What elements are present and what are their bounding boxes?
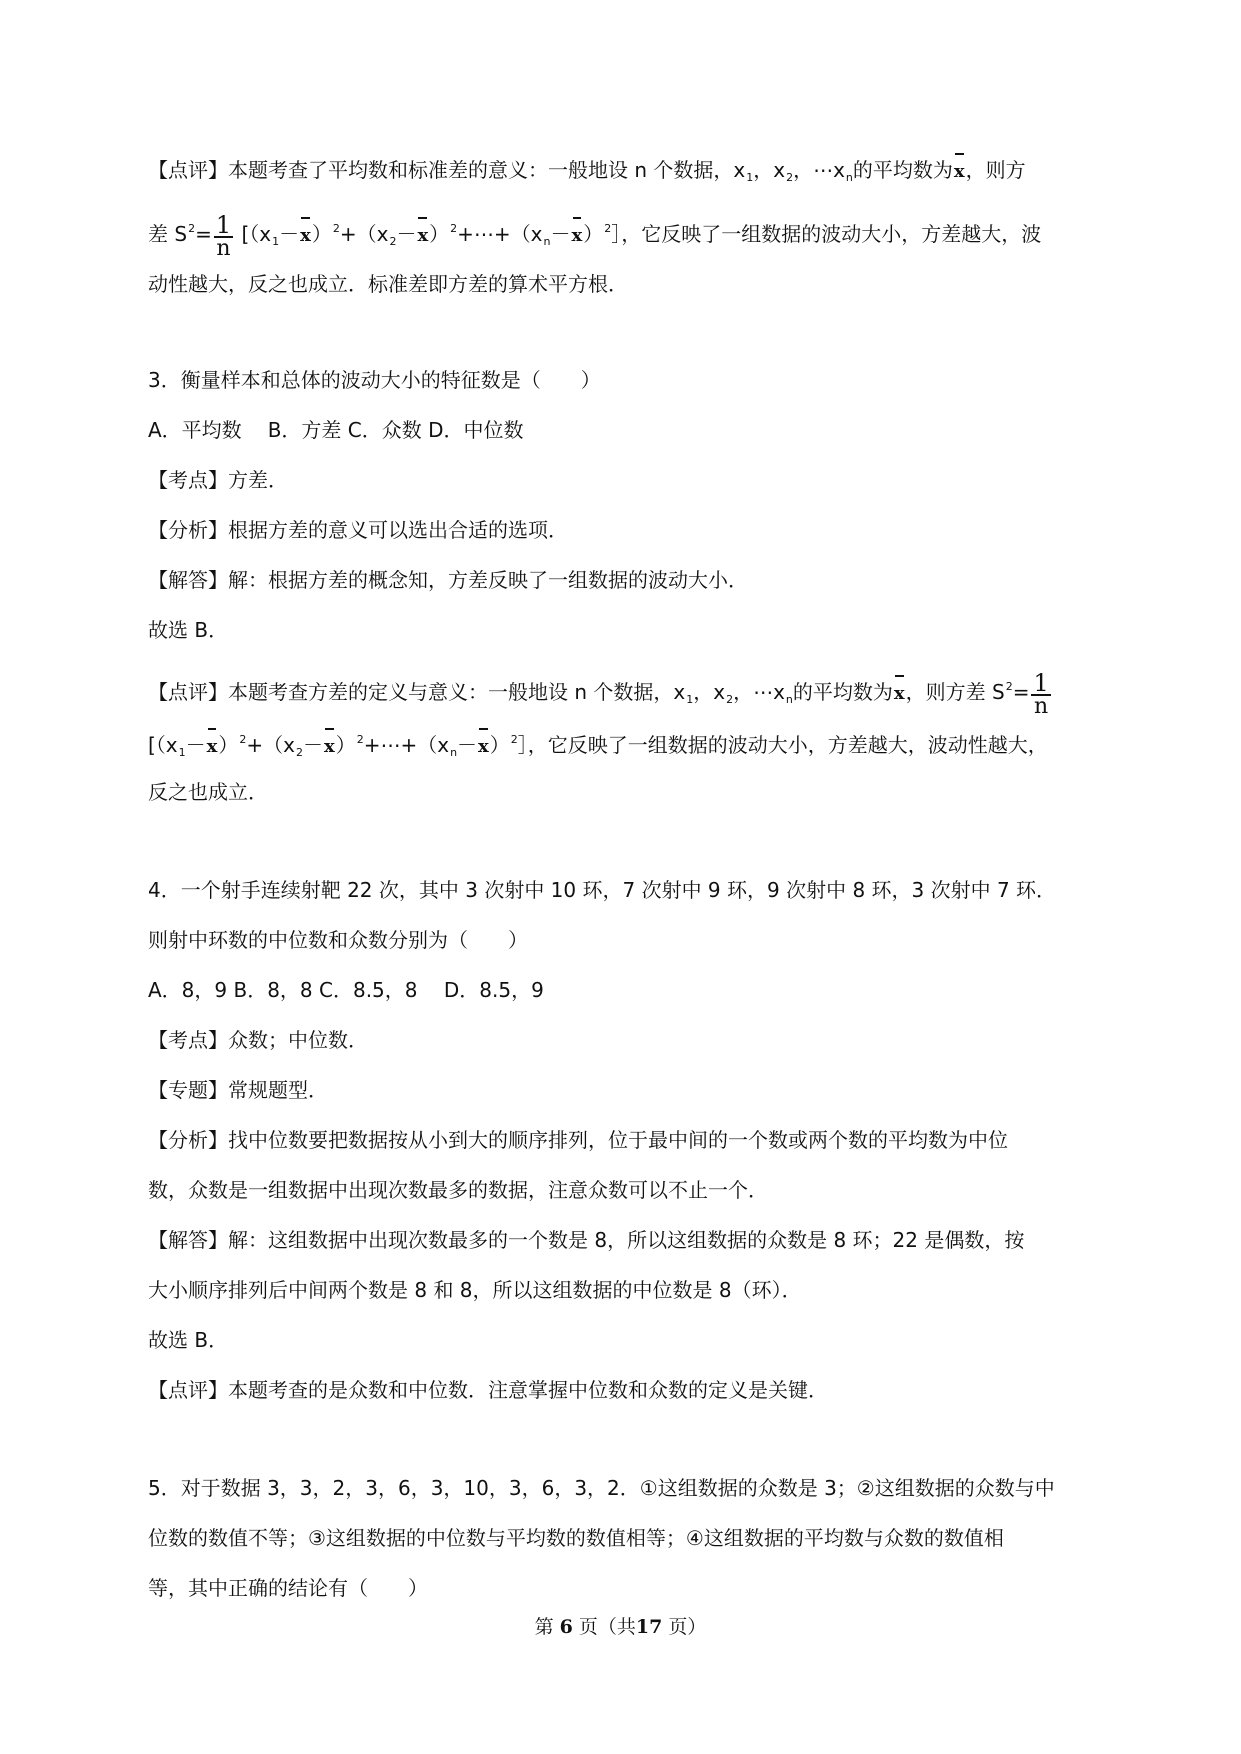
mean-symbol: x bbox=[953, 158, 966, 186]
footer-text: 第 bbox=[534, 1616, 554, 1638]
q3-jieda: 【解答】解：根据方差的概念知，方差反映了一组数据的波动大小． bbox=[148, 568, 748, 592]
text: ，x bbox=[753, 158, 786, 182]
footer-text: 页（共 bbox=[578, 1616, 636, 1638]
q4-fenxi-line1: 【分析】找中位数要把数据按从小到大的顺序排列，位于最中间的一个数或两个数的平均数为中位 bbox=[148, 1128, 1008, 1152]
text: － bbox=[396, 222, 417, 246]
text: ） bbox=[429, 222, 450, 246]
numerator: 1 bbox=[215, 211, 232, 239]
subscript: n bbox=[543, 235, 551, 248]
text: ］，它反映了一组数据的波动大小，方差越大，波动性越大， bbox=[517, 733, 1048, 757]
q4-jieda-line2: 大小顺序排列后中间两个数是 8 和 8，所以这组数据的中位数是 8（环）． bbox=[148, 1278, 802, 1302]
text: － bbox=[302, 733, 323, 757]
denominator: n bbox=[1034, 694, 1049, 719]
total-pages-number: 17 bbox=[635, 1616, 663, 1638]
q4-stem-line1: 4．一个射手连续射靶 22 次，其中 3 次射中 10 环，7 次射中 9 环，9 次射中 8 环，3 次射中 7 环． bbox=[148, 878, 1057, 902]
option-a: A．平均数 bbox=[148, 418, 242, 442]
subscript: 1 bbox=[746, 171, 754, 184]
subscript: 1 bbox=[686, 693, 694, 706]
text: ） bbox=[218, 733, 239, 757]
footer-text: 页） bbox=[668, 1616, 707, 1638]
subscript: 2 bbox=[726, 693, 734, 706]
subscript: 1 bbox=[178, 746, 186, 759]
q2-review-line2 bbox=[148, 211, 1042, 261]
text: ） bbox=[335, 733, 356, 757]
q2-review-line3: 动性越大，反之也成立．标准差即方差的算术平方根． bbox=[148, 272, 628, 296]
text: +⋯+（x bbox=[363, 733, 450, 757]
q4-answer: 故选 B． bbox=[148, 1328, 229, 1352]
q5-stem-line2: 位数的数值不等；③这组数据的中位数与平均数的数值相等；④这组数据的平均数与众数的数值相 bbox=[148, 1526, 1004, 1550]
denominator: n bbox=[216, 236, 231, 261]
fraction-1-over-n bbox=[1031, 669, 1050, 719]
q5-stem-line3: 等，其中正确的结论有（ ） bbox=[148, 1576, 428, 1600]
text: ） bbox=[311, 222, 332, 246]
text: 【点评】本题考查了平均数和标准差的意义：一般地设 n 个数据，x bbox=[148, 158, 746, 182]
superscript: 2 bbox=[1005, 680, 1013, 693]
text: +（x bbox=[339, 222, 389, 246]
superscript: 2 bbox=[510, 733, 518, 746]
fraction-1-over-n bbox=[214, 211, 233, 261]
q4-review: 【点评】本题考查的是众数和中位数．注意掌握中位数和众数的定义是关键． bbox=[148, 1378, 828, 1402]
text: ） bbox=[583, 222, 604, 246]
mean-symbol: x bbox=[893, 680, 906, 708]
text: － bbox=[457, 733, 478, 757]
subscript: 2 bbox=[786, 171, 794, 184]
q3-review-line1 bbox=[148, 669, 1053, 719]
subscript: 1 bbox=[272, 235, 280, 248]
text: ，⋯x bbox=[793, 158, 845, 182]
mean-symbol: x bbox=[299, 222, 312, 250]
text: 【点评】本题考查方差的定义与意义：一般地设 n 个数据，x bbox=[148, 680, 686, 704]
text: － bbox=[550, 222, 571, 246]
text: － bbox=[185, 733, 206, 757]
text: ，⋯x bbox=[733, 680, 785, 704]
q2-review-line1 bbox=[148, 156, 1026, 192]
current-page-number: 6 bbox=[559, 1616, 573, 1638]
text: 的平均数为 bbox=[792, 680, 893, 704]
q4-fenxi-line2: 数，众数是一组数据中出现次数最多的数据，注意众数可以不止一个． bbox=[148, 1178, 768, 1202]
q3-review-line2 bbox=[148, 726, 1048, 767]
superscript: 2 bbox=[332, 222, 340, 235]
text: = bbox=[195, 222, 212, 246]
subscript: n bbox=[845, 171, 853, 184]
mean-symbol: x bbox=[571, 222, 584, 250]
text: [（x bbox=[235, 222, 272, 246]
text: ，则方 bbox=[965, 158, 1026, 182]
page-footer bbox=[0, 1612, 1241, 1639]
q3-review-line3: 反之也成立． bbox=[148, 780, 268, 804]
text: ］，它反映了一组数据的波动大小，方差越大，波 bbox=[611, 222, 1042, 246]
text: [（x bbox=[148, 733, 178, 757]
superscript: 2 bbox=[239, 733, 247, 746]
text: = bbox=[1012, 680, 1030, 704]
superscript: 2 bbox=[188, 222, 196, 235]
q5-stem-line1: 5．对于数据 3，3，2，3，6，3，10，3，6，3，2．①这组数据的众数是 3；②这组数据的众数与中 bbox=[148, 1476, 1055, 1500]
subscript: 2 bbox=[389, 235, 397, 248]
q4-options: A．8，9 B．8，8 C．8.5，8 D．8.5，9 bbox=[148, 978, 544, 1002]
q3-stem: 3．衡量样本和总体的波动大小的特征数是（ ） bbox=[148, 368, 601, 392]
text: +⋯+（x bbox=[457, 222, 543, 246]
numerator: 1 bbox=[1033, 669, 1049, 697]
q3-options bbox=[148, 416, 524, 444]
q3-fenxi: 【分析】根据方差的意义可以选出合适的选项． bbox=[148, 518, 568, 542]
subscript: 2 bbox=[295, 746, 303, 759]
text: +（x bbox=[246, 733, 295, 757]
superscript: 2 bbox=[356, 733, 364, 746]
q4-kaodian: 【考点】众数；中位数． bbox=[148, 1028, 368, 1052]
superscript: 2 bbox=[450, 222, 458, 235]
q4-jieda-line1: 【解答】解：这组数据中出现次数最多的一个数是 8，所以这组数据的众数是 8 环；22 是偶数，按 bbox=[148, 1228, 1025, 1252]
q4-zhuanti: 【专题】常规题型． bbox=[148, 1078, 328, 1102]
superscript: 2 bbox=[604, 222, 612, 235]
text: － bbox=[279, 222, 300, 246]
text: 的平均数为 bbox=[852, 158, 953, 182]
q3-answer: 故选 B． bbox=[148, 618, 229, 642]
mean-symbol: x bbox=[416, 222, 429, 250]
q3-kaodian: 【考点】方差． bbox=[148, 468, 288, 492]
text: ） bbox=[489, 733, 510, 757]
text: ，x bbox=[693, 680, 726, 704]
mean-symbol: x bbox=[206, 733, 219, 761]
subscript: n bbox=[450, 746, 458, 759]
text: ，则方差 S bbox=[905, 680, 1005, 704]
subscript: n bbox=[785, 693, 793, 706]
options-bcd: B．方差 C．众数 D．中位数 bbox=[267, 418, 524, 442]
q4-stem-line2: 则射中环数的中位数和众数分别为（ ） bbox=[148, 928, 528, 952]
text: 差 S bbox=[148, 222, 188, 246]
mean-symbol: x bbox=[477, 733, 490, 761]
mean-symbol: x bbox=[323, 733, 336, 761]
